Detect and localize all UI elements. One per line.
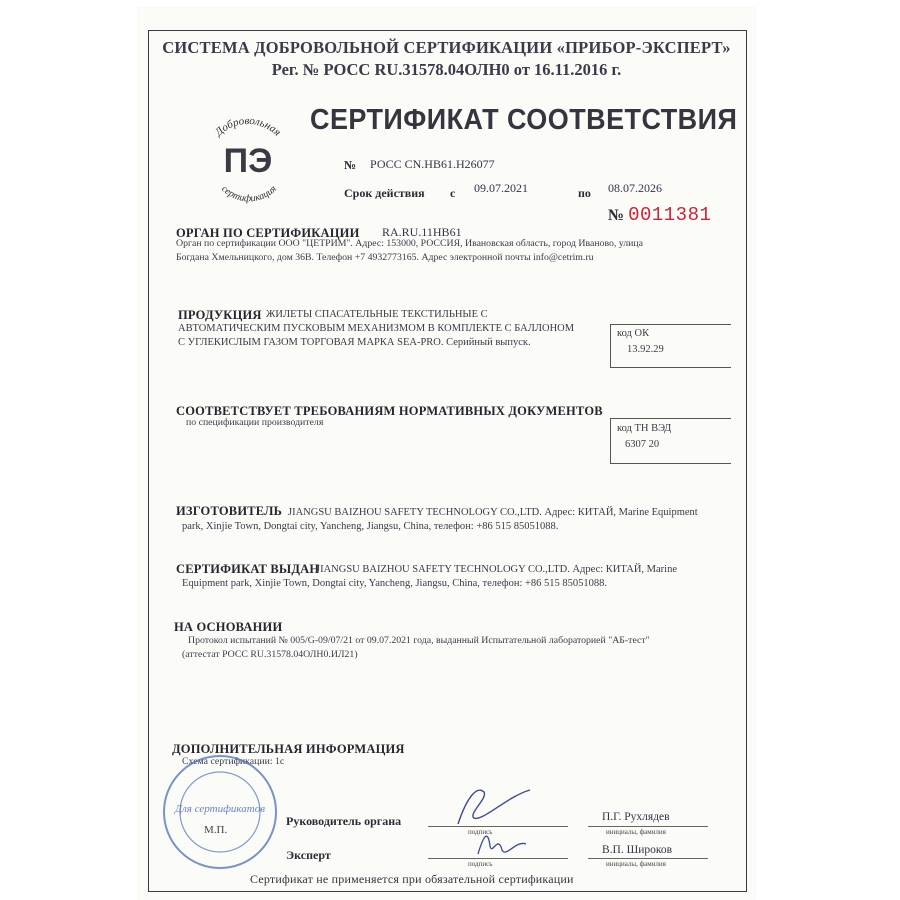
basis-line-1: Протокол испытаний № 005/G-09/07/21 от 09.07.2021 года, выданный Испытательной лабораторией "АБ-тест" — [188, 635, 650, 646]
manufacturer-line-2: park, Xinjie Town, Dongtai city, Yancheng, Jiangsu, China, телефон: +86 515 85051088. — [182, 521, 559, 532]
expert-label: Эксперт — [286, 848, 331, 862]
validity-to: 08.07.2026 — [608, 181, 662, 195]
organ-label: ОРГАН ПО СЕРТИФИКАЦИИ — [176, 226, 360, 240]
stamp-text: Для сертификатов — [175, 803, 265, 815]
logo-bottom-text: сертификация — [219, 183, 279, 205]
number-label: № — [344, 158, 357, 172]
stamp-icon — [160, 752, 280, 872]
validity-from: 09.07.2021 — [474, 181, 528, 195]
certificate-title: СЕРТИФИКАТ СООТВЕТСТВИЯ — [310, 104, 738, 136]
registration-line: Рег. № РОСС RU.31578.04ОЛН0 от 16.11.2016 г. — [271, 60, 622, 79]
tnved-code-box — [610, 418, 731, 464]
tnved-code-label: код ТН ВЭД — [617, 423, 672, 434]
head-name-line — [588, 826, 708, 827]
stamp-mp: М.П. — [204, 824, 228, 836]
head-sign-caption: подпись — [468, 828, 493, 836]
tnved-code-value: 6307 20 — [625, 439, 660, 450]
head-signature-icon — [438, 784, 558, 828]
ok-code-label: код ОК — [617, 328, 650, 339]
head-name: П.Г. Рухлядев — [602, 811, 670, 823]
ok-code-value: 13.92.29 — [627, 344, 664, 355]
conformity-text: по спецификации производителя — [186, 417, 324, 428]
expert-name: В.П. Широков — [602, 844, 673, 856]
logo-top-text: Добровольная — [212, 114, 284, 139]
expert-name-caption: инициалы, фамилия — [606, 860, 666, 868]
expert-name-line — [588, 858, 708, 859]
certificate-page — [138, 8, 755, 900]
head-name-caption: инициалы, фамилия — [606, 828, 666, 836]
issued-line-1: JIANGSU BAIZHOU SAFETY TECHNOLOGY CO.,LTD. Адрес: КИТАЙ, Marine — [316, 564, 677, 575]
pe-logo-icon — [196, 106, 300, 210]
product-line-3: С УГЛЕКИСЛЫМ ГАЗОМ ТОРГОВАЯ МАРКА SEA-PRO. Серийный выпуск. — [178, 337, 531, 348]
footer-note: Сертификат не применяется при обязательной сертификации — [250, 872, 574, 886]
issued-label: СЕРТИФИКАТ ВЫДАН — [176, 562, 320, 576]
ok-code-box — [610, 324, 731, 368]
blank-number-value: 0011381 — [628, 204, 712, 226]
expert-signature-icon — [472, 826, 532, 862]
issued-line-2: Equipment park, Xinjie Town, Dongtai city, Yancheng, Jiangsu, China, телефон: +86 515 85051088. — [182, 578, 608, 589]
logo-letters: ПЭ — [223, 142, 273, 180]
product-line-1: ЖИЛЕТЫ СПАСАТЕЛЬНЫЕ ТЕКСТИЛЬНЫЕ С — [266, 309, 488, 320]
product-line-2: АВТОМАТИЧЕСКИМ ПУСКОВЫМ МЕХАНИЗМОМ В КОМПЛЕКТЕ С БАЛЛОНОМ — [178, 323, 575, 334]
pe-logo — [196, 106, 300, 210]
manufacturer-line-1: JIANGSU BAIZHOU SAFETY TECHNOLOGY CO.,LTD. Адрес: КИТАЙ, Marine Equipment — [288, 507, 698, 518]
validity-from-label: с — [450, 186, 456, 200]
conformity-label: СООТВЕТСТВУЕТ ТРЕБОВАНИЯМ НОРМАТИВНЫХ ДОКУМЕНТОВ — [176, 404, 603, 418]
svg-text:Добровольная — [212, 115, 283, 139]
head-label: Руководитель органа — [286, 814, 402, 828]
blank-number — [608, 204, 711, 226]
manufacturer-label: ИЗГОТОВИТЕЛЬ — [176, 504, 283, 518]
validity-label: Срок действия — [344, 186, 425, 200]
system-name: СИСТЕМА ДОБРОВОЛЬНОЙ СЕРТИФИКАЦИИ «ПРИБОР-ЭКСПЕРТ» — [162, 38, 731, 57]
organ-code: RA.RU.11НВ61 — [382, 225, 462, 239]
product-label: ПРОДУКЦИЯ — [178, 308, 262, 322]
certification-scheme: Схема сертификации: 1с — [182, 756, 285, 767]
basis-label: НА ОСНОВАНИИ — [174, 620, 283, 634]
blank-number-label: № — [608, 207, 625, 224]
organ-address-1: Орган по сертификации ООО "ЦЕТРИМ". Адрес: 153000, РОССИЯ, Ивановская область, город Иваново, улица — [176, 238, 644, 249]
validity-to-label: по — [578, 186, 591, 200]
round-stamp — [160, 752, 280, 872]
additional-label: ДОПОЛНИТЕЛЬНАЯ ИНФОРМАЦИЯ — [172, 742, 405, 756]
certificate-number: РОСС CN.НВ61.Н26077 — [370, 157, 495, 171]
organ-address-2: Богдана Хмельницкого, дом 36В. Телефон +7 4932773165. Адрес электронной почты info@cetrim.ru — [176, 252, 594, 263]
expert-sign-caption: подпись — [468, 860, 493, 868]
basis-line-2: (аттестат РОСС RU.31578.04ОЛН0.ИЛ21) — [182, 649, 358, 660]
svg-text:сертификация — [219, 183, 279, 204]
